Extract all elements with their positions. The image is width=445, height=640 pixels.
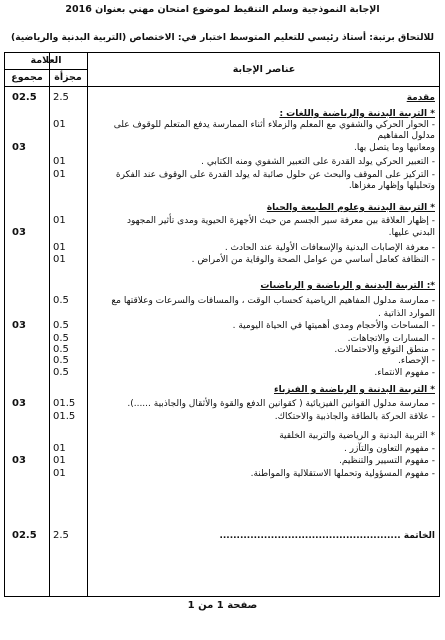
part-score: 0.5 xyxy=(53,367,69,378)
answer-line: - مفهوم الانتماء. xyxy=(374,368,435,378)
total-score: 03 xyxy=(12,227,26,238)
part-score: 0.5 xyxy=(53,320,69,331)
part-score: 01 xyxy=(53,242,66,253)
answer-line: - معرفة الإصابات البدنية والإسعافات الأولية عند الحادث . xyxy=(224,243,435,253)
total-score: 03 xyxy=(12,455,26,466)
answer-line: البدني عليها. xyxy=(388,228,435,238)
total-score: 03 xyxy=(12,142,26,153)
answer-line: *: التربية البدنية و الرياضية و الرياضيات xyxy=(260,281,435,291)
part-score: 01 xyxy=(53,455,66,466)
part-score: 01 xyxy=(53,468,66,479)
total-score: 02.5 xyxy=(12,530,37,541)
part-score: 01 xyxy=(53,215,66,226)
answer-line: - النظافة كعامل أساسي من عوامل الصحة والوقاية من الأمراض . xyxy=(191,255,435,265)
answer-line: الموارد الذاتية . xyxy=(377,309,435,319)
answer-line: * التربية البدنية و الرياضية والتربية الخلقية xyxy=(279,431,435,441)
header-divider xyxy=(5,69,87,70)
answer-line: * التربية البدنية وعلوم الطبيعة والحياة xyxy=(266,203,435,213)
answer-line: - الإحصاء. xyxy=(398,356,435,366)
part-score: 01.5 xyxy=(53,398,76,409)
answer-table xyxy=(4,52,440,597)
answer-line: - المسارات والاتجاهات. xyxy=(347,334,435,344)
header-divider xyxy=(5,86,439,87)
answer-line: - إظهار العلاقة بين معرفة سير الجسم من حيث الأجهزة الحيوية ومدى تأثير المجهود xyxy=(126,216,435,226)
part-score: 01 xyxy=(53,169,66,180)
page-footer: صفحة 1 من 1 xyxy=(187,600,258,611)
answer-line: وتحليلها وإظهار مغزاها. xyxy=(348,181,435,191)
part-score: 0.5 xyxy=(53,333,69,344)
part-score: 01 xyxy=(53,156,66,167)
total-column-header: مجموع xyxy=(11,72,43,83)
answer-line: مقدمة xyxy=(406,93,435,103)
column-divider xyxy=(49,53,50,596)
column-divider xyxy=(87,53,88,596)
answer-line: مدلول المفاهيم xyxy=(377,131,435,141)
answer-line: * التربية البدنية والرياضية واللغات : xyxy=(279,109,435,119)
answer-line: - التعبير الحركي يولد القدرة على التعبير الشفوي ومنه الكتابي . xyxy=(201,157,435,167)
part-score: 2.5 xyxy=(53,92,69,103)
total-score: 02.5 xyxy=(12,92,37,103)
answer-line: الخاتمة ..................................................... xyxy=(219,531,435,541)
part-column-header: مجزأة xyxy=(54,72,82,83)
answer-line: - علاقة الحركة بالطاقة والجاذبية والاحتكاك. xyxy=(274,412,435,422)
answer-line: - مفهوم المسؤولية وتحملها الاستقلالية والمواطنة. xyxy=(250,469,435,479)
answer-line: - مفهوم التعاون والتآزر . xyxy=(343,444,435,454)
part-score: 0.5 xyxy=(53,295,69,306)
part-score: 01 xyxy=(53,119,66,130)
elements-column-header: عناصر الإجابة xyxy=(232,64,296,75)
answer-line: - ممارسة مدلول القوانين الفيزيائية ( كقوانين الدفع والقوة والأثقال والجاذبية ......). xyxy=(127,399,435,409)
answer-line: - المساحات والأحجام ومدى أهميتها في الحياة اليومية . xyxy=(232,321,435,331)
part-score: 01.5 xyxy=(53,411,76,422)
total-score: 03 xyxy=(12,398,26,409)
answer-line: - الحوار الحركي والشفوي مع المعلم والزملاء أثناء الممارسة يدفع المتعلم للوقوف على xyxy=(113,120,435,130)
part-score: 0.5 xyxy=(53,355,69,366)
answer-line: - التركيز على الموقف والبحث عن حلول صائبة له يولد القدرة على الوقوف عند الفكرة xyxy=(115,170,435,180)
page-title: الإجابة النموذجية وسلم التنقيط لموضوع امتحان مهني بعنوان 2016 xyxy=(65,4,380,15)
part-score: 2.5 xyxy=(53,530,69,541)
total-score: 03 xyxy=(12,320,26,331)
part-score: 01 xyxy=(53,254,66,265)
page-subtitle: للالتحاق برتبة: أستاذ رئيسي للتعليم المتوسط اختبار في: الاختصاص (التربية البدنية والرياضية) xyxy=(11,32,434,43)
answer-line: * التربية البدنية و الرياضية و الفيزياء xyxy=(273,385,435,395)
part-score: 0.5 xyxy=(53,344,69,355)
answer-line: ومعانيها وما يتصل بها. xyxy=(354,143,435,153)
answer-line: - ممارسة مدلول المفاهيم الرياضية كحساب الوقت ، والمسافات والسرعات وعلاقتها مع xyxy=(111,296,435,306)
answer-line: - منطق التوقع والاحتمالات. xyxy=(334,345,435,355)
answer-line: - مفهوم التسيير والتنظيم. xyxy=(339,456,435,466)
grade-header: العلامة xyxy=(30,55,62,66)
part-score: 01 xyxy=(53,443,66,454)
